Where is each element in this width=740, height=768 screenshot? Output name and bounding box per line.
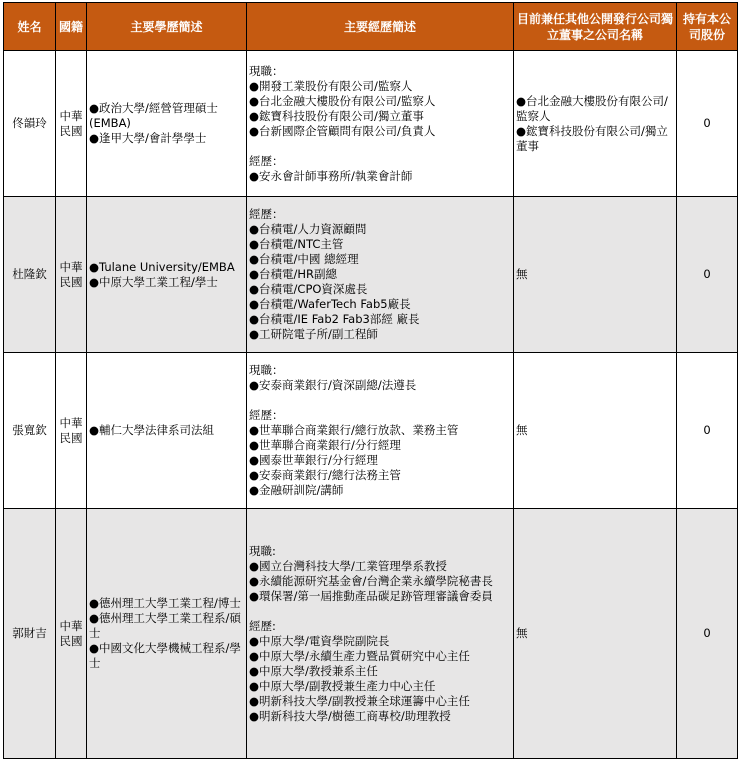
other-boards-cell (514, 353, 677, 509)
education-item: ●中原大學工業工程/學士 (89, 274, 218, 289)
education-cell (87, 197, 247, 353)
experience-item: ●中原大學/電資學院副院長 (249, 633, 390, 648)
experience-item: ●安泰商業銀行/資深副總/法遵長 (249, 378, 417, 392)
other-boards-cell (514, 51, 677, 197)
education-item: ●中國文化大學機械工程系/學士 (89, 641, 241, 670)
header-education: 主要學歷簡述 (87, 3, 247, 51)
experience-item: ●台積電/人力資源顧問 (249, 222, 367, 236)
experience-item: ●明新科技大學/副教授兼全球運籌中心主任 (249, 693, 470, 708)
header-other-boards: 目前兼任其他公開發行公司獨立董事之公司名稱 (514, 3, 677, 51)
spacer (249, 604, 511, 619)
experience-item: ●台積電/中國 總經理 (249, 252, 359, 266)
experience-item: ●世華聯合商業銀行/總行放款、業務主管 (249, 423, 459, 437)
experience-item: ●台積電/NTC主管 (249, 237, 344, 251)
experience-past-label: 經歷: (249, 618, 276, 633)
director-table (3, 2, 738, 759)
education-item: ●輔仁大學法律系司法組 (89, 423, 215, 437)
shares-cell: 0 (677, 51, 738, 197)
other-boards-cell (514, 509, 677, 759)
experience-current-label: 現職: (249, 543, 276, 558)
table-row (4, 353, 738, 509)
experience-current-label: 現職： (249, 63, 284, 78)
header-name: 姓名 (4, 3, 56, 51)
table-row (4, 51, 738, 197)
other-board-item: ●鋐寶科技股份有限公司/獨立董事 (516, 123, 668, 153)
director-name: 張寬欽 (4, 353, 56, 509)
experience-item: ●工研院電子所/副工程師 (249, 327, 378, 341)
experience-item: ●永續能源研究基金會/台灣企業永續學院秘書長 (249, 573, 493, 588)
experience-past-label: 經歷： (249, 207, 284, 221)
director-nationality: 中華民國 (56, 509, 87, 759)
experience-item: ●中原大學/永續生產力暨品質研究中心主任 (249, 648, 470, 663)
other-board-item: 無 (516, 626, 528, 640)
education-item: ●Tulane University/EMBA (89, 259, 235, 274)
header-row (4, 3, 738, 51)
experience-item: ●台北金融大樓股份有限公司/監察人 (249, 93, 436, 108)
table-row (4, 509, 738, 759)
education-cell (87, 353, 247, 509)
education-cell (87, 509, 247, 759)
experience-item: ●台積電/WaferTech Fab5廠長 (249, 297, 411, 311)
experience-item: ●台積電/CPO資深處長 (249, 282, 368, 296)
director-name: 郭財吉 (4, 509, 56, 759)
experience-item: ●明新科技大學/樹德工商專校/助理教授 (249, 708, 451, 723)
education-item: ●德州理工大學工業工程/博士 (89, 596, 241, 610)
other-boards-cell (514, 197, 677, 353)
experience-past-label: 經歷： (249, 153, 284, 168)
experience-item: ●安泰商業銀行/總行法務主管 (249, 468, 401, 482)
education-item: ●德州理工大學工業工程系/碩士 (89, 611, 241, 640)
other-board-item: ●台北金融大樓股份有限公司/監察人 (516, 93, 668, 123)
other-board-item: 無 (516, 423, 528, 437)
director-name: 佟韻玲 (4, 51, 56, 197)
director-name: 杜隆欽 (4, 197, 56, 353)
experience-item: ●中原大學/教授兼系主任 (249, 663, 378, 678)
experience-cell (247, 197, 514, 353)
director-nationality: 中華民國 (56, 353, 87, 509)
experience-item: ●世華聯合商業銀行/分行經理 (249, 438, 401, 452)
experience-item: ●金融研訓院/講師 (249, 483, 344, 497)
experience-item: ●安永會計師事務所/執業會計師 (249, 168, 413, 183)
experience-cell (247, 353, 514, 509)
experience-item: ●台積電/HR副總 (249, 267, 338, 281)
education-item: ●政治大學/經營管理碩士(EMBA) (89, 101, 218, 130)
experience-item: ●中原大學/副教授兼生產力中心主任 (249, 678, 436, 693)
experience-item: ●台積電/IE Fab2 Fab3部經 廠長 (249, 312, 420, 326)
shares-cell: 0 (677, 197, 738, 353)
table-row (4, 197, 738, 353)
experience-past-label: 經歷： (249, 408, 284, 422)
shares-cell: 0 (677, 509, 738, 759)
shares-cell: 0 (677, 353, 738, 509)
spacer (249, 139, 511, 154)
experience-cell (247, 509, 514, 759)
header-shares: 持有本公司股份 (677, 3, 738, 51)
experience-item: ●國泰世華銀行/分行經理 (249, 453, 378, 467)
other-board-item: 無 (516, 267, 528, 281)
spacer (249, 393, 511, 408)
experience-item: ●國立台灣科技大學/工業管理學系教授 (249, 558, 447, 573)
experience-current-label: 現職： (249, 363, 284, 377)
director-nationality: 中華民國 (56, 197, 87, 353)
director-nationality: 中華民國 (56, 51, 87, 197)
experience-item: ●環保署/第一屆推動產品碳足跡管理審議會委員 (249, 588, 493, 603)
experience-item: ●鋐寶科技股份有限公司/獨立董事 (249, 108, 424, 123)
experience-item: ●開發工業股份有限公司/監察人 (249, 78, 413, 93)
header-experience: 主要經歷簡述 (247, 3, 514, 51)
education-item: ●逢甲大學/會計學學士 (89, 131, 207, 145)
experience-item: ●台新國際企管顧問有限公司/負責人 (249, 123, 436, 138)
education-cell (87, 51, 247, 197)
header-nationality: 國籍 (56, 3, 87, 51)
experience-cell (247, 51, 514, 197)
